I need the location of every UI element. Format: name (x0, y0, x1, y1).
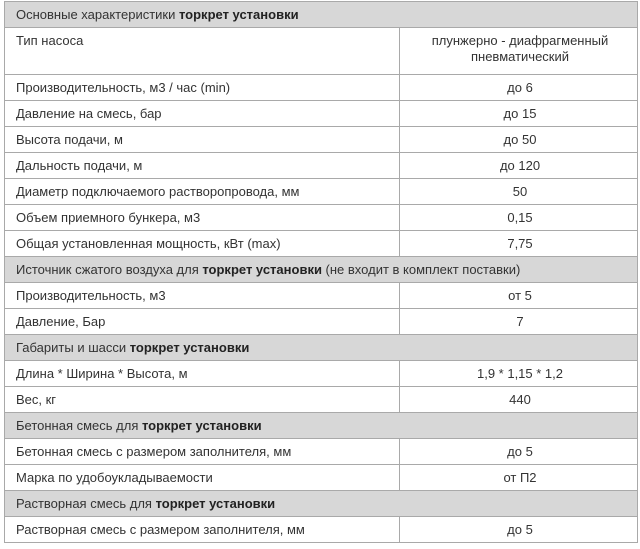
param-value: до 15 (400, 101, 638, 127)
section-title: Основные характеристики торкрет установки (5, 2, 638, 28)
param-value: 7,75 (400, 231, 638, 257)
param-name: Производительность, м3 (5, 283, 400, 309)
specifications-table (4, 1, 638, 543)
param-name: Давление на смесь, бар (5, 101, 400, 127)
table-row (5, 283, 638, 309)
param-value: 50 (400, 179, 638, 205)
param-name: Длина * Ширина * Высота, м (5, 361, 400, 387)
table-row (5, 231, 638, 257)
param-name: Марка по удобоукладываемости (5, 465, 400, 491)
param-name: Высота подачи, м (5, 127, 400, 153)
section-title: Растворная смесь для торкрет установки (5, 491, 638, 517)
param-name: Объем приемного бункера, м3 (5, 205, 400, 231)
param-name: Вес, кг (5, 387, 400, 413)
param-name: Производительность, м3 / час (min) (5, 75, 400, 101)
param-value: 0,15 (400, 205, 638, 231)
table-row (5, 439, 638, 465)
table-row (5, 179, 638, 205)
table-row (5, 465, 638, 491)
param-value: до 5 (400, 439, 638, 465)
param-value: 7 (400, 309, 638, 335)
table-row (5, 153, 638, 179)
table-row (5, 361, 638, 387)
table-row (5, 309, 638, 335)
param-name: Растворная смесь с размером заполнителя, мм (5, 517, 400, 543)
table-row (5, 387, 638, 413)
param-value: плунжерно - диафрагменный пневматический (400, 28, 638, 75)
section-header-air-source (5, 257, 638, 283)
table-row (5, 517, 638, 543)
section-title: Источник сжатого воздуха для торкрет установки (не входит в комплект поставки) (5, 257, 638, 283)
param-value: от П2 (400, 465, 638, 491)
table-row (5, 127, 638, 153)
table-row (5, 75, 638, 101)
param-name: Общая установленная мощность, кВт (max) (5, 231, 400, 257)
section-header-concrete-mix (5, 413, 638, 439)
section-title: Габариты и шасси торкрет установки (5, 335, 638, 361)
param-value: 1,9 * 1,15 * 1,2 (400, 361, 638, 387)
param-value: 440 (400, 387, 638, 413)
section-header-main-specs (5, 2, 638, 28)
param-value: от 5 (400, 283, 638, 309)
param-value: до 50 (400, 127, 638, 153)
section-header-mortar-mix (5, 491, 638, 517)
section-header-dimensions (5, 335, 638, 361)
param-name: Давление, Бар (5, 309, 400, 335)
param-name: Тип насоса (5, 28, 400, 75)
param-name: Дальность подачи, м (5, 153, 400, 179)
section-title: Бетонная смесь для торкрет установки (5, 413, 638, 439)
table-row (5, 101, 638, 127)
param-value: до 6 (400, 75, 638, 101)
param-name: Бетонная смесь с размером заполнителя, мм (5, 439, 400, 465)
table-row (5, 28, 638, 75)
param-name: Диаметр подключаемого растворопровода, мм (5, 179, 400, 205)
param-value: до 120 (400, 153, 638, 179)
param-value: до 5 (400, 517, 638, 543)
table-row (5, 205, 638, 231)
